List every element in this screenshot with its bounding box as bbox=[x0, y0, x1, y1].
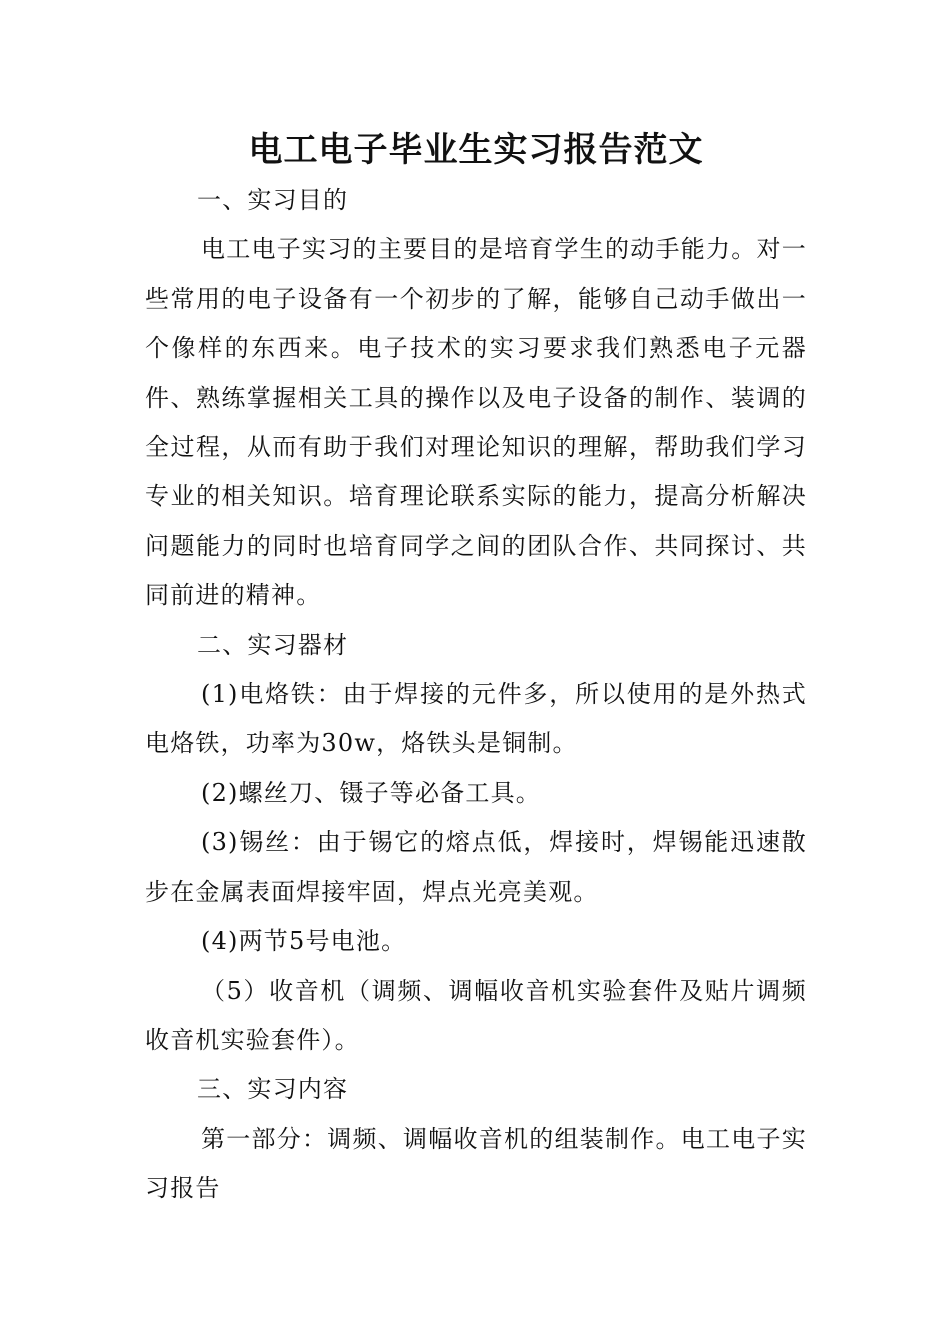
paragraph-batteries: (4)两节5号电池。 bbox=[201, 927, 407, 956]
paragraph-solder-wire: (3)锡丝：由于锡它的熔点低，焊接时，焊锡能迅速散步在金属表面焊接牢固，焊点光亮美观。 bbox=[145, 828, 807, 906]
paragraph-radio-kit: （5）收音机（调频、调幅收音机实验套件及贴片调频收音机实验套件）。 bbox=[145, 976, 807, 1054]
document-page bbox=[145, 126, 807, 1214]
paragraph-soldering-iron: (1)电烙铁：由于焊接的元件多，所以使用的是外热式电烙铁，功率为30w，烙铁头是铜制。 bbox=[145, 680, 807, 758]
document-title: 电工电子毕业生实习报告范文 bbox=[248, 130, 704, 170]
paragraph-tools: (2)螺丝刀、镊子等必备工具。 bbox=[201, 778, 541, 807]
paragraph-purpose: 电工电子实习的主要目的是培育学生的动手能力。对一些常用的电子设备有一个初步的了解，能够自己动手做出一个像样的东西来。电子技术的实习要求我们熟悉电子元器件、熟练掌握相关工具的操作以及电子设备的制作、装调的全过程，从而有助于我们对理论知识的理解，帮助我们学习专业的相关知识。培育理论联系实际的能力，提高分析解决问题能力的同时也培育同学之间的团队合作、共同探讨、共同前进的精神。 bbox=[145, 235, 807, 610]
paragraph-part-one: 第一部分：调频、调幅收音机的组装制作。电工电子实习报告 bbox=[145, 1124, 807, 1203]
section-heading-purpose: 一、实习目的 bbox=[197, 186, 349, 214]
section-heading-equipment: 二、实习器材 bbox=[197, 630, 349, 659]
section-heading-content: 三、实习内容 bbox=[197, 1075, 349, 1104]
